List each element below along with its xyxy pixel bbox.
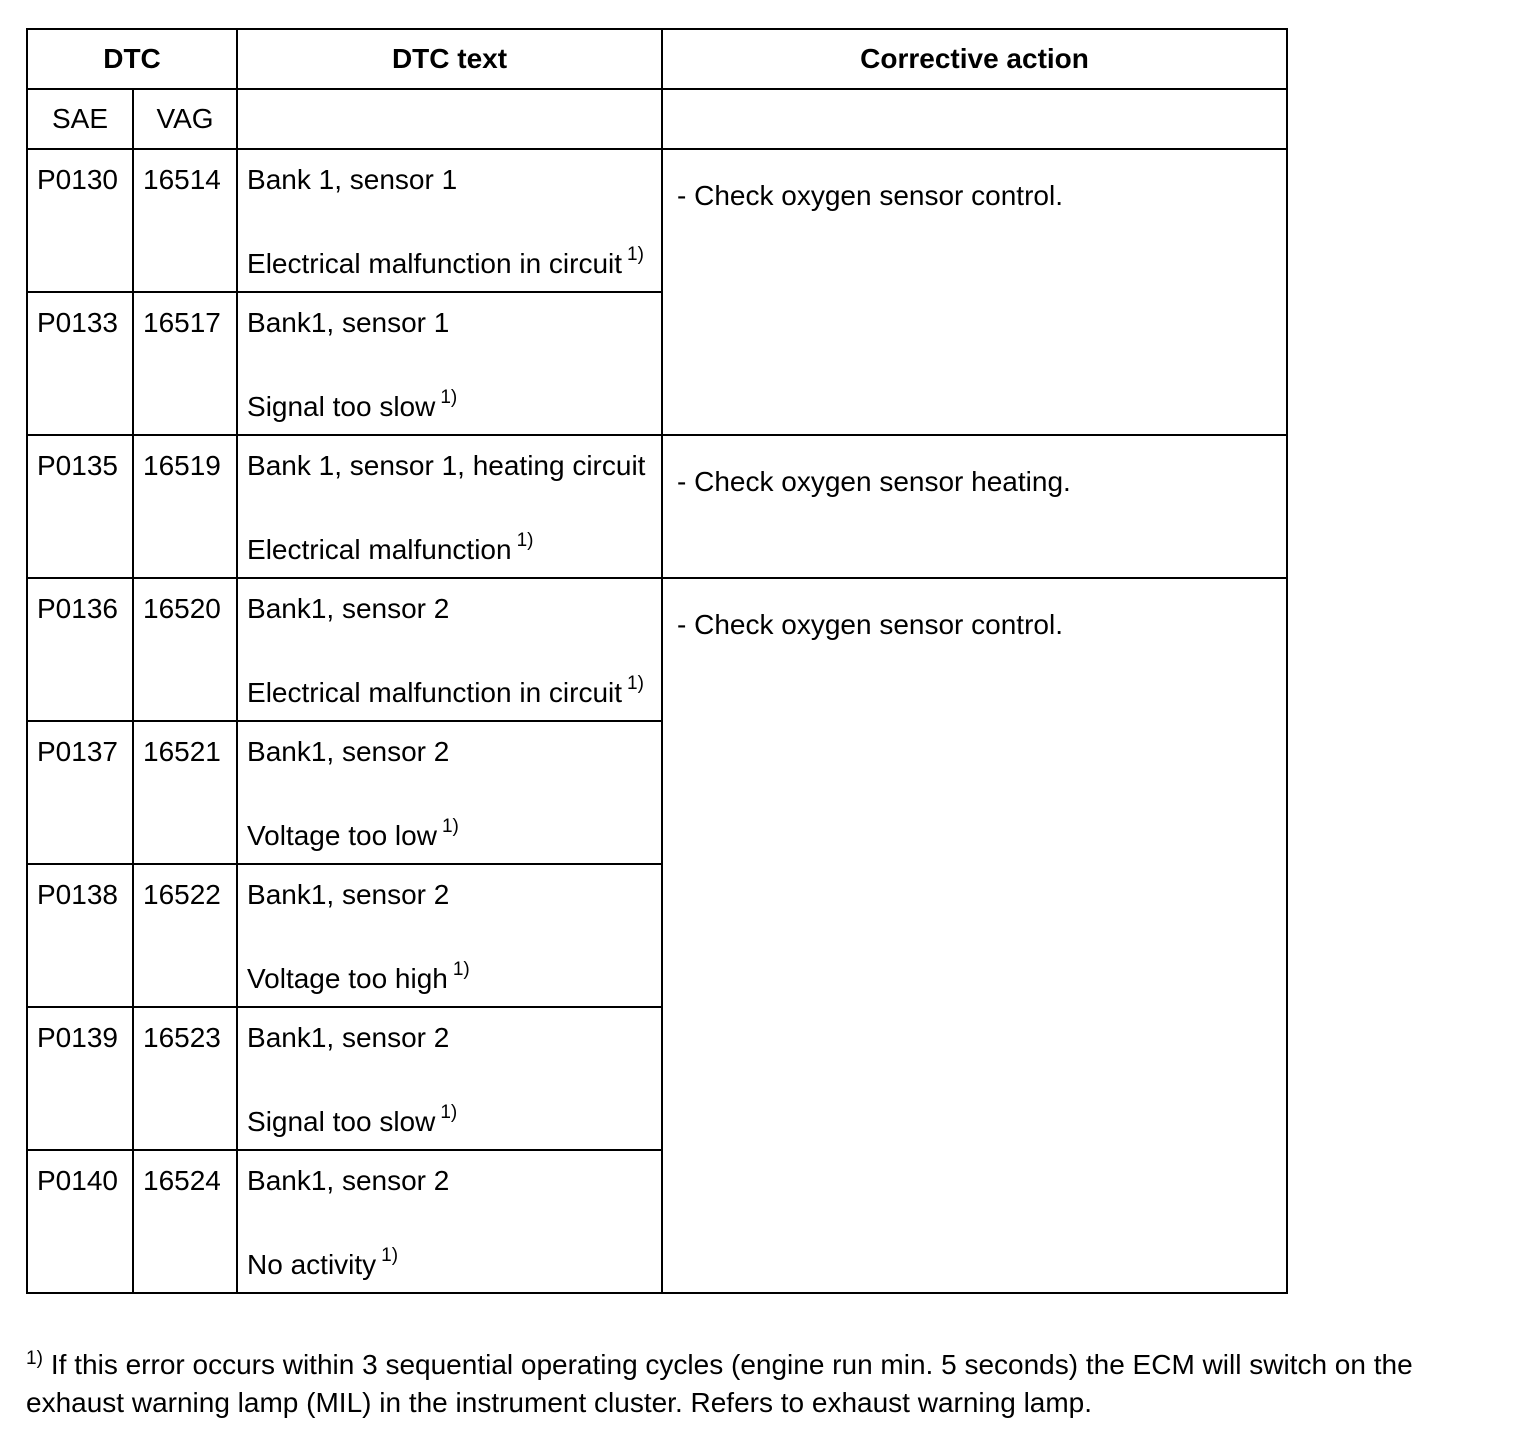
dtc-text-cell — [237, 149, 662, 292]
dtc-text-line1: Bank 1, sensor 1, heating circuit — [247, 450, 646, 481]
sae-code: P0130 — [27, 149, 133, 292]
sae-code: P0136 — [27, 578, 133, 721]
vag-code: 16521 — [133, 721, 237, 864]
dtc-text-line2 — [247, 387, 661, 423]
dtc-text-line1: Bank1, sensor 1 — [247, 307, 450, 338]
dtc-text-line2 — [247, 1102, 661, 1138]
vag-code: 16524 — [133, 1150, 237, 1293]
dtc-text-cell — [237, 435, 662, 578]
vag-header: VAG — [133, 89, 237, 149]
dtc-text-line1: Bank1, sensor 2 — [247, 736, 450, 767]
sae-header: SAE — [27, 89, 133, 149]
dtc-text-line2 — [247, 530, 661, 566]
empty-cell — [662, 89, 1287, 149]
dtc-text-line2-value: Signal too slow — [247, 1106, 436, 1137]
corrective-action-cell: - Check oxygen sensor control. — [662, 578, 1287, 1293]
footnote-marker: 1) — [627, 673, 644, 694]
footnote-marker: 1) — [26, 1348, 43, 1369]
dtc-text-line1: Bank 1, sensor 1 — [247, 164, 458, 195]
sae-code: P0140 — [27, 1150, 133, 1293]
dtc-text-line2 — [247, 1245, 661, 1281]
dtc-text-cell — [237, 292, 662, 435]
dtc-text-cell — [237, 721, 662, 864]
dtc-text-line1: Bank1, sensor 2 — [247, 1022, 450, 1053]
dtc-header: DTC — [27, 29, 237, 89]
sae-code: P0133 — [27, 292, 133, 435]
dtc-text-line1: Bank1, sensor 2 — [247, 593, 450, 624]
sae-code: P0135 — [27, 435, 133, 578]
footnote-marker: 1) — [627, 244, 644, 265]
vag-code: 16519 — [133, 435, 237, 578]
dtc-text-line2 — [247, 959, 661, 995]
table-row — [27, 578, 1287, 721]
vag-code: 16520 — [133, 578, 237, 721]
dtc-text-cell — [237, 578, 662, 721]
vag-code: 16517 — [133, 292, 237, 435]
footnote — [26, 1346, 1516, 1422]
dtc-text-line2-value: Electrical malfunction in circuit — [247, 677, 623, 708]
sae-code: P0139 — [27, 1007, 133, 1150]
empty-cell — [237, 89, 662, 149]
dtc-text-line2-value: Signal too slow — [247, 391, 436, 422]
header-row — [27, 29, 1287, 89]
dtc-text-line2 — [247, 673, 661, 709]
corrective-action-header: Corrective action — [662, 29, 1287, 89]
vag-code: 16522 — [133, 864, 237, 1007]
dtc-text-line2-value: Electrical malfunction in circuit — [247, 248, 623, 279]
footnote-marker: 1) — [440, 1102, 458, 1123]
dtc-text-line2-value: No activity — [247, 1249, 377, 1280]
dtc-text-header: DTC text — [237, 29, 662, 89]
dtc-text-line2-value: Electrical malfunction — [247, 534, 512, 565]
corrective-action-cell: - Check oxygen sensor heating. — [662, 435, 1287, 578]
vag-code: 16514 — [133, 149, 237, 292]
sae-code: P0137 — [27, 721, 133, 864]
footnote-marker: 1) — [441, 816, 459, 837]
dtc-text-line1: Bank1, sensor 2 — [247, 879, 450, 910]
vag-code: 16523 — [133, 1007, 237, 1150]
footnote-marker: 1) — [516, 530, 534, 551]
footnote-marker: 1) — [452, 959, 470, 980]
dtc-text-line2 — [247, 244, 661, 280]
subheader-row — [27, 89, 1287, 149]
dtc-text-line1: Bank1, sensor 2 — [247, 1165, 450, 1196]
footnote-text: If this error occurs within 3 sequential operating cycles (engine run min. 5 seconds) the ECM will switch on the exhaust warning lamp (MIL) in the instrument cluster. Refers to exhaust warning lamp. — [26, 1349, 1413, 1418]
table-row — [27, 435, 1287, 578]
footnote-marker: 1) — [381, 1245, 399, 1266]
footnote-marker: 1) — [440, 387, 458, 408]
dtc-text-line2-value: Voltage too low — [247, 820, 437, 851]
dtc-text-line2 — [247, 816, 661, 852]
dtc-table — [26, 28, 1288, 1294]
sae-code: P0138 — [27, 864, 133, 1007]
dtc-text-cell — [237, 864, 662, 1007]
table-row — [27, 149, 1287, 292]
dtc-text-line2-value: Voltage too high — [247, 963, 448, 994]
dtc-text-cell — [237, 1150, 662, 1293]
dtc-text-cell — [237, 1007, 662, 1150]
corrective-action-cell: - Check oxygen sensor control. — [662, 149, 1287, 435]
